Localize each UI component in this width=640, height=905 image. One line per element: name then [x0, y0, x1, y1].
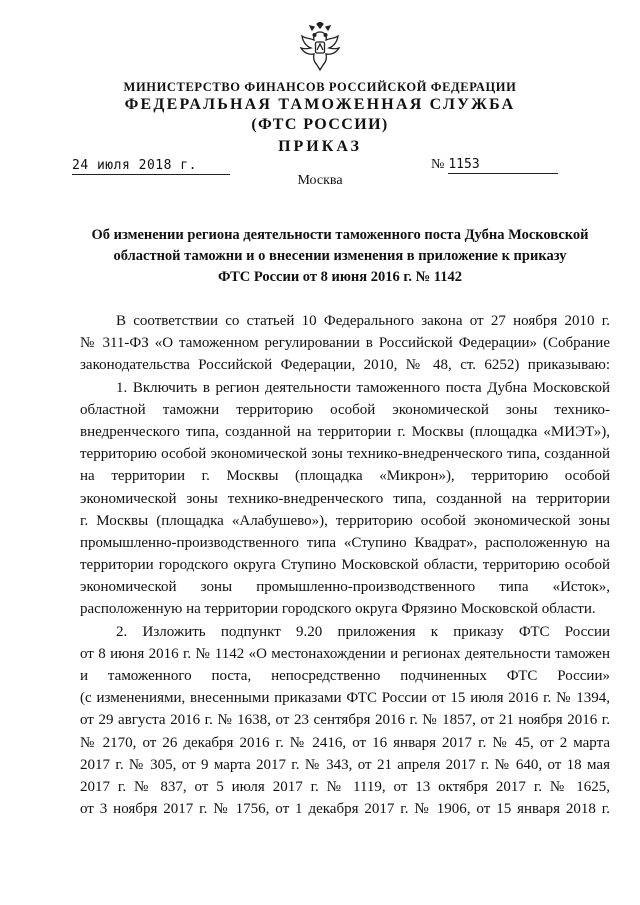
body-line: № 2170, от 26 декабря 2016 г. № 2416, от 16 января 2017 г. № 45, от 2 марта [80, 734, 610, 751]
service-name: ФЕДЕРАЛЬНАЯ ТАМОЖЕННАЯ СЛУЖБА [124, 96, 516, 113]
order-number: 1153 [448, 157, 558, 174]
document-title [80, 225, 600, 288]
body-line: от 29 августа 2016 г. № 1638, от 23 сентября 2016 г. № 1857, от 21 ноября 2016 г. [80, 712, 610, 729]
body-line: областной таможни территорию особой экономической зоны технико- [80, 401, 610, 418]
body-line: (с изменениями, внесенными приказами ФТС России от 15 июля 2016 г. № 1394, [80, 690, 610, 707]
order-number-label: № [431, 157, 445, 172]
body-line: и таможенного поста, непосредственно подчиненных ФТС России» [80, 668, 610, 684]
body-line: 2. Изложить подпункт 9.20 приложения к приказу ФТС России [116, 623, 610, 640]
body-line: на территории г. Москвы (площадка «Микрон»), территорию особой [80, 468, 610, 485]
body-line: 2017 г. № 305, от 9 марта 2017 г. № 343, от 21 апреля 2017 г. № 640, от 18 мая [80, 756, 610, 773]
coat-of-arms-icon [298, 22, 342, 72]
document-type: ПРИКАЗ [278, 138, 362, 155]
body-line: промышленно-производственного типа «Ступино Квадрат», расположенную на [80, 534, 610, 551]
body-line: от 3 ноября 2017 г. № 1756, от 1 декабря 2017 г. № 1906, от 15 января 2018 г. [80, 801, 610, 818]
order-date: 24 июля 2018 г. [72, 158, 230, 175]
ministry-name: МИНИСТЕРСТВО ФИНАНСОВ РОССИЙСКОЙ ФЕДЕРАЦИИ [123, 80, 517, 94]
document-body [80, 310, 610, 820]
body-line: В соответствии со статьей 10 Федерального закона от 27 ноября 2010 г. [116, 313, 610, 329]
title-line: ФТС России от 8 июня 2016 г. № 1142 [218, 269, 462, 285]
body-line: законодательства Российской Федерации, 2010, № 48, ст. 6252) приказываю: [80, 357, 610, 374]
order-number-block [431, 157, 558, 174]
body-line: 1. Включить в регион деятельности таможенного поста Дубна Московской [116, 379, 610, 396]
body-line: внедренческого типа, созданной на территории г. Москвы (площадка «МИЭТ»), [80, 423, 610, 440]
body-line: территорию особой экономической зоны технико-внедренческого типа, созданной [80, 446, 610, 463]
body-line: экономической зоны технико-внедренческого типа, созданной на территории [80, 490, 610, 507]
body-line: от 8 июня 2016 г. № 1142 «О местонахождении и регионах деятельности таможен [80, 645, 610, 662]
title-line: областной таможни и о внесении изменения в приложение к приказу [113, 248, 567, 264]
title-line: Об изменении региона деятельности таможенного поста Дубна Московской [91, 227, 589, 243]
body-line: территории городского округа Ступино Московской области, территорию особой [80, 557, 610, 574]
body-line: № 311-ФЗ «О таможенном регулировании в Российской Федерации» (Собрание [80, 335, 610, 352]
body-line: 2017 г. № 837, от 5 июля 2017 г. № 1119, от 13 октября 2017 г. № 1625, [80, 778, 610, 795]
service-abbreviation: (ФТС РОССИИ) [251, 116, 389, 133]
city: Москва [297, 173, 343, 188]
body-line: расположенную на территории городского округа Фрязино Московской области. [80, 601, 596, 618]
body-line: г. Москвы (площадка «Алабушево»), территорию особой экономической зоны [80, 512, 610, 529]
body-line: экономической зоны промышленно-производственного типа «Исток», [80, 579, 610, 596]
